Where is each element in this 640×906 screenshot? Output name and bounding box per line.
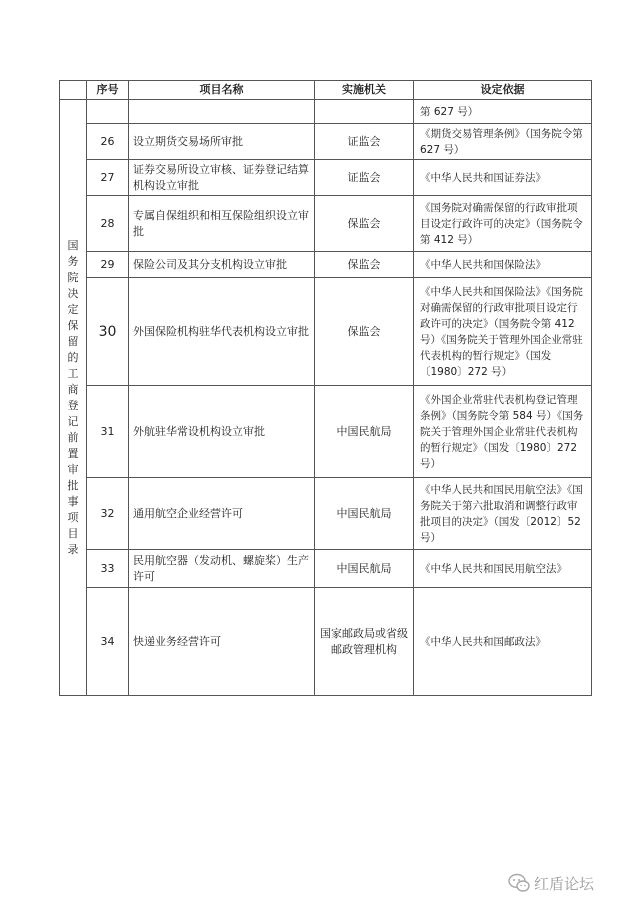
table-row [60,100,592,124]
row-basis: 《中华人民共和国保险法》《国务院对确需保留的行政审批项目设定行政许可的决定》（国务院令第 412 号）《国务院关于管理外国企业常驻代表机构的暂行规定》（国发〔1980〕272 号） [414,278,592,386]
row-authority: 保监会 [315,196,414,252]
table-row [60,252,592,278]
side-category-cell [60,100,87,696]
table-row [60,196,592,252]
row-seq: 34 [87,588,129,696]
row-seq: 26 [87,124,129,160]
side-category-label: 国务院决定保留的工商登记前置审批事项目录 [67,238,79,556]
row-authority: 保监会 [315,278,414,386]
watermark [508,872,594,894]
row-authority: 国家邮政局或省级邮政管理机构 [315,588,414,696]
weibo-chat-icon [508,873,530,893]
table-header-row [60,81,592,100]
header-blank [60,81,87,100]
row-name: 证券交易所设立审核、证券登记结算机构设立审批 [129,160,315,196]
table-row [60,588,592,696]
row-seq: 30 [87,278,129,386]
table-row [60,478,592,550]
row-basis: 《中华人民共和国保险法》 [414,252,592,278]
row-authority: 保监会 [315,252,414,278]
row-basis: 《期货交易管理条例》（国务院令第 627 号） [414,124,592,160]
header-name: 项目名称 [129,81,315,100]
row-seq: 33 [87,550,129,588]
row-basis: 《中华人民共和国证券法》 [414,160,592,196]
table-row [60,386,592,478]
row-authority: 证监会 [315,160,414,196]
watermark-text: 红盾论坛 [534,874,595,893]
row-basis: 第 627 号） [414,100,592,124]
table-row [60,124,592,160]
header-authority: 实施机关 [315,81,414,100]
row-seq [87,100,129,124]
header-basis: 设定依据 [414,81,592,100]
row-name: 设立期货交易场所审批 [129,124,315,160]
row-basis: 《中华人民共和国民用航空法》《国务院关于第六批取消和调整行政审批项目的决定》（国发〔2012〕52 号） [414,478,592,550]
row-authority [315,100,414,124]
approval-items-table [59,80,592,696]
row-name: 快递业务经营许可 [129,588,315,696]
table-row [60,550,592,588]
row-authority: 证监会 [315,124,414,160]
row-authority: 中国民航局 [315,386,414,478]
row-seq: 31 [87,386,129,478]
row-name: 专属自保组织和相互保险组织设立审批 [129,196,315,252]
row-name: 保险公司及其分支机构设立审批 [129,252,315,278]
row-name: 通用航空企业经营许可 [129,478,315,550]
row-name [129,100,315,124]
row-seq: 28 [87,196,129,252]
row-basis: 《外国企业常驻代表机构登记管理条例》（国务院令第 584 号）《国务院关于管理外国企业常驻代表机构的暂行规定》（国发〔1980〕272 号） [414,386,592,478]
row-authority: 中国民航局 [315,478,414,550]
header-seq: 序号 [87,81,129,100]
row-name: 外国保险机构驻华代表机构设立审批 [129,278,315,386]
row-seq: 27 [87,160,129,196]
row-authority: 中国民航局 [315,550,414,588]
row-seq: 32 [87,478,129,550]
row-name: 民用航空器（发动机、螺旋桨）生产许可 [129,550,315,588]
row-basis: 《国务院对确需保留的行政审批项目设定行政许可的决定》（国务院令第 412 号） [414,196,592,252]
row-basis: 《中华人民共和国邮政法》 [414,588,592,696]
table-row [60,160,592,196]
row-basis: 《中华人民共和国民用航空法》 [414,550,592,588]
table-row [60,278,592,386]
row-name: 外航驻华常设机构设立审批 [129,386,315,478]
row-seq: 29 [87,252,129,278]
